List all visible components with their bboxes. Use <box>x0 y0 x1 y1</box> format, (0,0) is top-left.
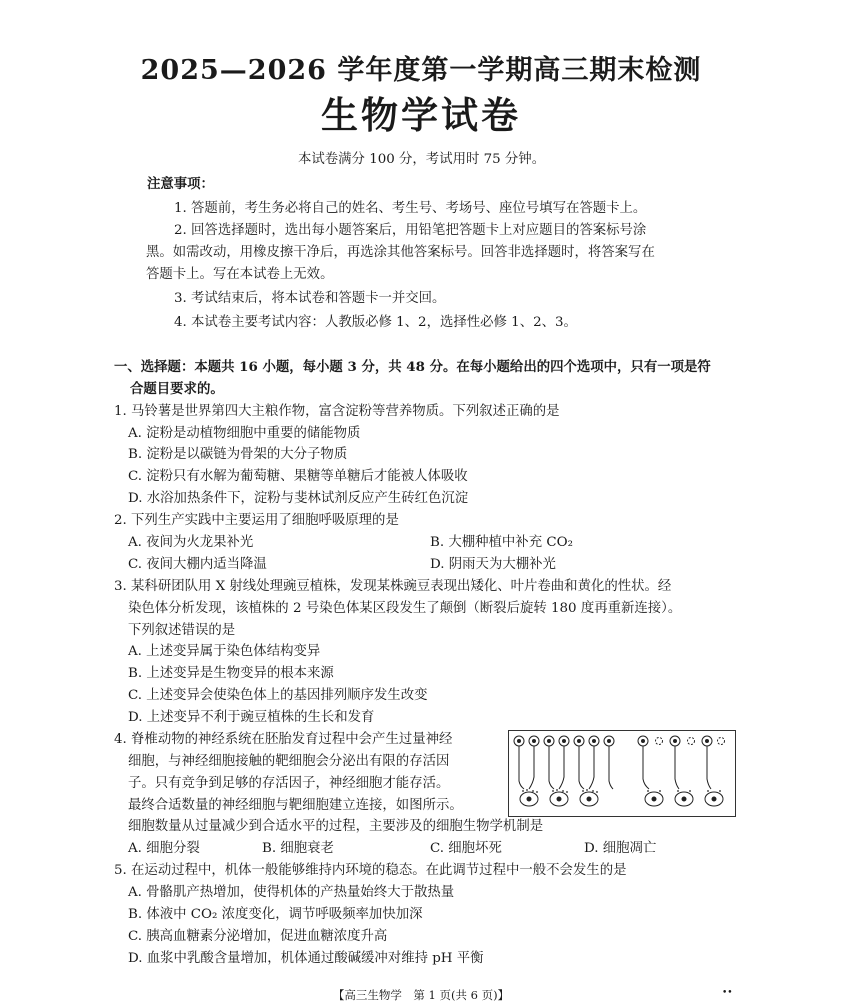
question-5-stem: 5. 在运动过程中，机体一般能够维持内环境的稳态。在此调节过程中一般不会发生的是 <box>114 863 627 878</box>
question-2-option-a: A. 夜间为火龙果补光 <box>128 535 254 550</box>
question-4-stem-line5: 细胞数量从过量减少到合适水平的过程，主要涉及的细胞生物学机制是 <box>128 819 544 834</box>
question-4-option-b: B. 细胞衰老 <box>262 841 334 856</box>
question-3-option-d: D. 上述变异不利于豌豆植株的生长和发育 <box>128 710 375 725</box>
notice-item-4: 4. 本试卷主要考试内容：人教版必修 1、2，选择性必修 1、2、3。 <box>174 315 577 330</box>
section-heading-line2: 合题目要求的。 <box>130 381 224 397</box>
question-4-option-c: C. 细胞坏死 <box>430 841 502 856</box>
question-4-stem-line2: 细胞，与神经细胞接触的靶细胞会分泌出有限的存活因 <box>128 754 450 769</box>
question-4-option-d: D. 细胞凋亡 <box>584 841 657 856</box>
question-5-option-b: B. 体液中 CO₂ 浓度变化，调节呼吸频率加快加深 <box>128 907 423 922</box>
question-2-option-d: D. 阴雨天为大棚补光 <box>430 557 556 572</box>
question-3-option-c: C. 上述变异会使染色体上的基因排列顺序发生改变 <box>128 688 428 703</box>
question-1-option-c: C. 淀粉只有水解为葡萄糖、果糖等单糖后才能被人体吸收 <box>128 469 468 484</box>
question-4-stem-line1: 4. 脊椎动物的神经系统在胚胎发育过程中会产生过量神经 <box>114 732 453 747</box>
question-3-option-a: A. 上述变异属于染色体结构变异 <box>128 644 321 659</box>
exam-title-line1: 2025—2026 学年度第一学期高三期末检测 <box>140 55 702 86</box>
question-4-option-a: A. 细胞分裂 <box>128 841 200 856</box>
question-1-stem: 1. 马铃薯是世界第四大主粮作物，富含淀粉等营养物质。下列叙述正确的是 <box>114 404 560 419</box>
exam-subject-title: 生物学试卷 <box>321 93 521 137</box>
question-1-option-b: B. 淀粉是以碳链为骨架的大分子物质 <box>128 447 348 462</box>
question-3-stem-line2: 染色体分析发现，该植株的 2 号染色体某区段发生了颠倒（断裂后旋转 180 度再重新连接）。 <box>128 601 682 616</box>
notice-item-2-line3: 答题卡上。写在本试卷上无效。 <box>146 267 334 282</box>
exam-info: 本试卷满分 100 分，考试用时 75 分钟。 <box>298 152 546 167</box>
notice-heading: 注意事项： <box>147 176 214 192</box>
question-2-option-b: B. 大棚种植中补充 CO₂ <box>430 535 573 550</box>
notice-item-3: 3. 考试结束后，将本试卷和答题卡一并交回。 <box>174 291 446 306</box>
question-4-stem-line4: 最终合适数量的神经细胞与靶细胞建立连接，如图所示。 <box>128 798 463 813</box>
question-2-option-c: C. 夜间大棚内适当降温 <box>128 557 267 572</box>
right-panel-neurons <box>638 736 725 806</box>
question-3-option-b: B. 上述变异是生物变异的根本来源 <box>128 666 334 681</box>
notice-item-2-line2: 黑。如需改动，用橡皮擦干净后，再选涂其他答案标号。回答非选择题时，将答案写在 <box>146 245 655 260</box>
page-corner-mark: •• <box>722 988 733 998</box>
question-3-stem-line3: 下列叙述错误的是 <box>128 623 236 638</box>
question-1-option-d: D. 水浴加热条件下，淀粉与斐林试剂反应产生砖红色沉淀 <box>128 491 469 506</box>
question-5-option-d: D. 血浆中乳酸含量增加，机体通过酸碱缓冲对维持 pH 平衡 <box>128 951 484 966</box>
question-2-stem: 2. 下列生产实践中主要运用了细胞呼吸原理的是 <box>114 513 399 528</box>
question-5-option-a: A. 骨骼肌产热增加，使得机体的产热量始终大于散热量 <box>128 885 455 900</box>
section-heading-line1: 一、选择题：本题共 16 小题，每小题 3 分，共 48 分。在每小题给出的四个选项中，只有一项是符 <box>114 359 711 375</box>
notice-item-2-line1: 2. 回答选择题时，选出每小题答案后，用铅笔把答题卡上对应题目的答案标号涂 <box>174 223 647 238</box>
question-1-option-a: A. 淀粉是动植物细胞中重要的储能物质 <box>128 426 361 441</box>
question-5-option-c: C. 胰高血糖素分泌增加，促进血糖浓度升高 <box>128 929 388 944</box>
left-panel-neurons <box>514 736 614 806</box>
notice-item-1: 1. 答题前，考生务必将自己的姓名、考生号、考场号、座位号填写在答题卡上。 <box>174 201 647 216</box>
neuron-target-cell-figure <box>508 730 736 817</box>
question-4-stem-line3: 子。只有竞争到足够的存活因子，神经细胞才能存活。 <box>128 776 450 791</box>
question-3-stem-line1: 3. 某科研团队用 X 射线处理豌豆植株，发现某株豌豆表现出矮化、叶片卷曲和黄化的性状。经 <box>114 579 672 594</box>
page-footer: 【高三生物学 第 1 页(共 6 页)】 <box>332 988 510 1002</box>
